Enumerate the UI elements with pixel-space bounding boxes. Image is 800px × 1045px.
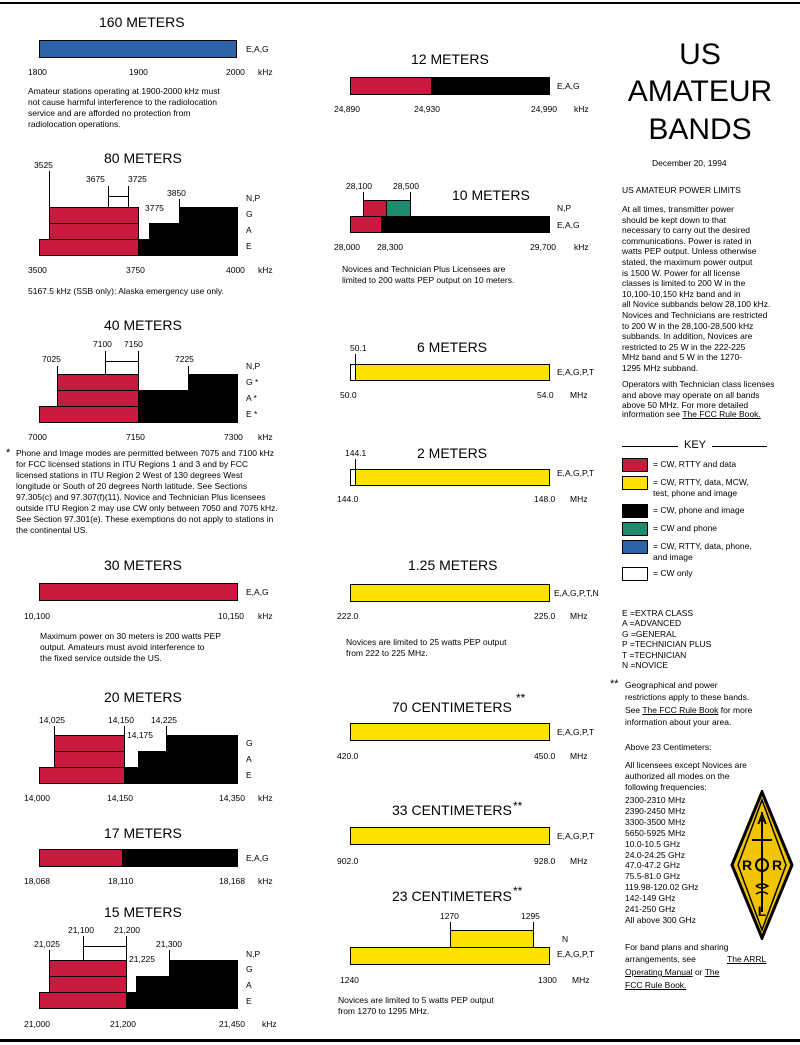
unit-label: MHz	[570, 494, 588, 504]
tick-label: 54.0	[537, 390, 554, 400]
tick-label: 50.0	[340, 390, 357, 400]
band-title-23cm: 23 CENTIMETERS	[392, 888, 512, 904]
note-40m-6: outside ITU Region 2 may use CW only between 7050 and 7075 kHz.	[16, 503, 278, 513]
tick-label: 1270	[440, 911, 459, 921]
unit-label: MHz	[570, 611, 588, 621]
class-legend: A =ADVANCED	[622, 618, 682, 629]
tick-line	[49, 950, 50, 960]
class-label: A	[246, 225, 252, 235]
note-40m-2: for FCC licensed stations in ITU Regions 1 and 3 and by FCC	[16, 459, 248, 469]
band-segment-black	[138, 751, 238, 768]
note-30m-2: output. Amateurs must avoid interference to	[40, 642, 205, 652]
band-segment-yellow	[355, 364, 550, 381]
tick-label: 14,000	[24, 793, 50, 803]
power-line: 1295 MHz subband.	[622, 363, 699, 373]
tick-label: 2000	[226, 67, 245, 77]
class-label: A	[246, 980, 252, 990]
tick-label: 1295	[521, 911, 540, 921]
band-title-2m: 2 METERS	[417, 445, 488, 461]
band-segment-red	[350, 216, 382, 233]
band-segment-black	[126, 992, 238, 1009]
note-125m-1: Novices are limited to 25 watts PEP output	[346, 637, 507, 647]
band-segment-yellow	[350, 723, 550, 741]
tick-label: 1240	[340, 975, 359, 985]
band-segment-black	[166, 735, 238, 752]
tick-label: 902.0	[337, 856, 359, 866]
footnote-stars: **	[516, 691, 526, 705]
band-title-12m: 12 METERS	[411, 51, 489, 67]
tick-line	[166, 726, 167, 735]
class-label: N,P	[246, 193, 261, 203]
tick-line	[533, 922, 534, 930]
plans-line2: arrangements, see	[625, 954, 696, 964]
tick-label: 14,025	[39, 715, 65, 725]
power-line: should be kept down to that	[622, 214, 726, 225]
class-label: E,A,G	[246, 44, 269, 54]
band-segment-black	[381, 216, 550, 233]
fcc-rule-book-link[interactable]: The FCC Rule Book.	[682, 409, 761, 419]
class-label: E,A,G,P,T,N	[554, 588, 599, 598]
key-label: and image	[653, 551, 693, 562]
frequency-item: 47.0-47.2 GHz	[625, 860, 681, 871]
tick-label: 10,150	[218, 611, 244, 621]
power-line: is 1500 W. Power for all license	[622, 267, 741, 278]
frequency-item: 119.98-120.02 GHz	[625, 882, 699, 893]
date-label: December 20, 1994	[652, 158, 727, 168]
bottom-rule	[0, 1039, 800, 1042]
key-swatch-yellow	[622, 476, 648, 490]
tick-line	[57, 366, 58, 374]
band-title-80m: 80 METERS	[104, 150, 182, 166]
band-segment-black	[149, 223, 238, 240]
frequency-item: 3300-3500 MHz	[625, 816, 686, 827]
the-link[interactable]: The	[704, 967, 720, 977]
note-23cm-2: from 1270 to 1295 MHz.	[338, 1006, 430, 1016]
class-label: E,A,G	[246, 853, 269, 863]
tick-label: 420.0	[337, 751, 359, 761]
band-segment-red	[57, 374, 139, 391]
tick-label: 10,100	[24, 611, 50, 621]
band-segment-red	[49, 960, 127, 977]
tick-label: 21,100	[68, 925, 94, 935]
band-segment-red	[39, 239, 139, 256]
band-segment-black	[124, 767, 238, 784]
band-segment-black	[136, 976, 238, 993]
band-segment-black	[122, 849, 238, 867]
tick-label: 18,168	[219, 876, 245, 886]
power-line: At all times, transmitter power	[622, 204, 734, 214]
band-segment-red	[39, 406, 139, 423]
power-line: 10,100-10,150 kHz band and in	[622, 288, 741, 299]
tick-label: 3525	[34, 160, 53, 170]
above23-heading: Above 23 Centimeters:	[625, 742, 712, 752]
class-label: E,A,G,P,T	[557, 727, 595, 737]
tick-line	[169, 950, 170, 960]
frequency-item: 24.0-24.25 GHz	[625, 849, 686, 860]
power-line: and above may operate on all bands	[622, 389, 760, 400]
tick-bracket	[105, 361, 139, 362]
footnote-stars: **	[610, 678, 619, 690]
band-segment-yellow	[355, 469, 550, 486]
geo-line4: information about your area.	[625, 717, 732, 727]
power-line: classes is limited to 200 W in the	[622, 278, 746, 289]
tick-label: 3775	[145, 203, 164, 213]
tick-label: 144.0	[337, 494, 359, 504]
note-30m-3: the fixed service outside the US.	[40, 653, 162, 663]
tick-label: 18,068	[24, 876, 50, 886]
power-line: above 50 MHz. For more detailed	[622, 400, 749, 410]
tick-label: 1300	[538, 975, 557, 985]
power-line: watts PEP output. Unless otherwise	[622, 246, 757, 257]
note-40m-3: licensed stations in ITU Region 2 West of 130 degrees West	[16, 470, 243, 480]
frequency-item: 2390-2450 MHz	[625, 805, 686, 816]
class-label: N,P	[246, 949, 261, 959]
unit-label: kHz	[258, 432, 273, 442]
key-label: = CW, RTTY, data, MCW,	[653, 477, 749, 487]
tick-label: 14,150	[108, 715, 134, 725]
tick-label: 28,100	[346, 181, 372, 191]
tick-bracket	[83, 946, 127, 947]
key-heading: KEY	[684, 439, 707, 451]
power-line: Operators with Technician class licenses	[622, 379, 775, 389]
note-40m-8: the continental US.	[16, 525, 88, 535]
geo-line3: See The FCC Rule Book for more	[625, 705, 753, 715]
class-label: E,A,G,P,T	[557, 468, 595, 478]
tick-label: 29,700	[530, 242, 556, 252]
tick-line	[105, 351, 106, 374]
band-segment-black	[169, 960, 238, 977]
band-segment-yellow	[450, 930, 534, 948]
band-segment-red	[350, 77, 432, 95]
key-label: test, phone and image	[653, 487, 738, 498]
tick-label: 21,300	[156, 939, 182, 949]
tick-label: 7300	[224, 432, 243, 442]
tick-label: 14,350	[219, 793, 245, 803]
page-title-line1: US	[679, 38, 721, 71]
key-label: = CW, phone and image	[653, 505, 745, 515]
power-line: communications. Power is rated in	[622, 235, 752, 246]
tick-label: 7150	[124, 339, 143, 349]
unit-label: kHz	[258, 876, 273, 886]
frequency-item: 10.0-10.5 GHz	[625, 838, 681, 849]
band-segment-black	[138, 390, 238, 407]
tick-line	[124, 726, 125, 735]
above23-line: All licensees except Novices are	[625, 760, 747, 770]
power-heading: US AMATEUR POWER LIMITS	[622, 185, 741, 195]
frequency-item: 142-149 GHz	[625, 893, 676, 904]
tick-label: 28,000	[334, 242, 360, 252]
tick-label: 21,200	[110, 1019, 136, 1029]
band-title-33cm: 33 CENTIMETERS	[392, 802, 512, 818]
plans-line3: Operating Manual or The	[625, 967, 720, 977]
note-23cm-1: Novices are limited to 5 watts PEP output	[338, 995, 494, 1005]
tick-label: 7225	[175, 354, 194, 364]
band-title-20m: 20 METERS	[104, 689, 182, 705]
power-line: MHz band and 5 W in the 1270-	[622, 352, 743, 363]
class-legend: T =TECHNICIAN	[622, 649, 687, 660]
tick-label: 7100	[93, 339, 112, 349]
frequency-item: All above 300 GHz	[625, 914, 696, 925]
above23-line: authorized all modes on the	[625, 771, 730, 781]
note-160m-2: not cause harmful interference to the radiolocation	[28, 97, 218, 107]
note-40m-1: Phone and Image modes are permitted between 7075 and 7100 kHz	[16, 448, 275, 458]
key-swatch-blue	[622, 540, 648, 554]
tick-label: 24,930	[414, 104, 440, 114]
unit-label: MHz	[572, 975, 590, 985]
band-segment-yellow	[350, 584, 550, 602]
band-segment-black	[138, 406, 238, 423]
logo-letter-a: A	[756, 811, 768, 827]
note-160m-3: service and are afforded no protection from	[28, 108, 191, 118]
band-segment-red	[39, 992, 127, 1009]
page-title-line3: BANDS	[648, 113, 752, 146]
note-40m-4: longitude or South of 20 degrees North latitude. See Sections	[16, 481, 248, 491]
tick-line	[49, 171, 50, 207]
frequency-item: 75.5-81.0 GHz	[625, 871, 681, 882]
tick-label: 7000	[28, 432, 47, 442]
class-label: E,A,G,P,T	[557, 367, 595, 377]
tick-label: 450.0	[534, 751, 556, 761]
band-segment-red	[54, 735, 125, 752]
band-segment-black	[431, 77, 550, 95]
band-segment-black	[138, 239, 238, 256]
frequency-item: 5650-5925 MHz	[625, 827, 686, 838]
power-ref: information see The FCC Rule Book.	[622, 409, 761, 419]
class-label: E,A,G,P,T	[557, 831, 595, 841]
power-line: necessary to carry out the desired	[622, 225, 751, 236]
class-label: E,A,G	[557, 220, 580, 230]
power-line: to 200 W in the 28,100-28,500 kHz	[622, 320, 754, 331]
tick-label: 3725	[128, 174, 147, 184]
band-segment-red	[49, 223, 139, 240]
tick-label: 1900	[129, 67, 148, 77]
band-segment-red	[39, 583, 238, 601]
tick-line	[450, 922, 451, 930]
class-label: G	[246, 964, 253, 974]
band-segment-red	[57, 390, 139, 407]
power-line: all Novice subbands below 28,100 kHz.	[622, 299, 771, 310]
band-segment-yellow	[350, 827, 550, 845]
class-label: N	[562, 934, 569, 944]
key-label: = CW, RTTY and data	[653, 459, 737, 469]
band-segment-blue	[39, 40, 237, 58]
tick-line	[126, 936, 127, 960]
tick-label: 24,990	[531, 104, 557, 114]
tick-label: 222.0	[337, 611, 359, 621]
tick-label: 28,300	[377, 242, 403, 252]
note-40m-7: See Section 97.301(e). These exemptions do not apply to stations in	[16, 514, 274, 524]
class-label: G *	[246, 377, 259, 387]
class-label: E,A,G	[557, 81, 580, 91]
note-80m: 5167.5 kHz (SSB only): Alaska emergency use only.	[28, 286, 224, 296]
band-segment-red	[54, 751, 125, 768]
unit-label: kHz	[574, 104, 589, 114]
band-segment-black	[179, 207, 238, 224]
class-label: G	[246, 738, 253, 748]
class-legend: G =GENERAL	[622, 628, 677, 639]
band-title-15m: 15 METERS	[104, 904, 182, 920]
logo-letter-r1: R	[741, 857, 753, 873]
tick-label: 14,150	[107, 793, 133, 803]
class-label: G	[246, 209, 253, 219]
unit-label: MHz	[570, 390, 588, 400]
arrl-link[interactable]: The ARRL	[727, 954, 767, 964]
class-label: A *	[246, 393, 257, 403]
note-40m-5: 97.305(c) and 97.307(f)(11). Novice and Technician Plus licensees	[16, 492, 266, 502]
unit-label: kHz	[574, 242, 589, 252]
class-legend: N =NOVICE	[622, 660, 669, 670]
tick-label: 3500	[28, 265, 47, 275]
key-label: = CW only	[653, 568, 693, 578]
tick-label: 7025	[42, 354, 61, 364]
tick-label: 21,000	[24, 1019, 50, 1029]
band-segment-red	[363, 200, 387, 217]
power-line: stated, the maximum power output	[622, 257, 753, 267]
unit-label: kHz	[258, 67, 273, 77]
band-title-125m: 1.25 METERS	[408, 557, 498, 573]
band-segment-red	[39, 849, 123, 867]
frequency-item: 241-250 GHz	[625, 904, 676, 914]
tick-label: 21,025	[34, 939, 60, 949]
tick-label: 21,200	[114, 925, 140, 935]
above23-line: following frequencies:	[625, 782, 707, 792]
footnote-stars: **	[513, 799, 523, 813]
key-swatch-black	[622, 504, 648, 518]
unit-label: MHz	[570, 751, 588, 761]
key-swatch-red	[622, 458, 648, 472]
tick-label: 928.0	[534, 856, 556, 866]
tick-label: 3675	[86, 174, 105, 184]
class-legend: P =TECHNICIAN PLUS	[622, 639, 712, 650]
page-title-line2: AMATEUR	[627, 75, 773, 108]
tick-label: 24,890	[334, 104, 360, 114]
band-segment-black	[188, 374, 238, 391]
tick-label: 3850	[167, 188, 186, 198]
unit-label: kHz	[262, 1019, 277, 1029]
band-title-40m: 40 METERS	[104, 317, 182, 333]
class-label: N,P	[246, 361, 261, 371]
tick-label: 14,225	[151, 715, 177, 725]
tick-label: 4000	[226, 265, 245, 275]
tick-label: 3750	[126, 265, 145, 275]
class-label: E,A,G	[246, 587, 269, 597]
top-rule	[0, 2, 800, 4]
logo-letter-l: L	[757, 903, 767, 919]
band-title-160m: 160 METERS	[99, 14, 185, 30]
band-title-70cm: 70 CENTIMETERS	[392, 699, 512, 715]
key-swatch-green	[622, 522, 648, 536]
tick-label: 18,110	[108, 876, 134, 886]
note-30m-1: Maximum power on 30 meters is 200 watts PEP	[40, 631, 221, 641]
tick-label: 148.0	[534, 494, 556, 504]
logo-letter-r2: R	[771, 857, 783, 873]
tick-bracket	[108, 196, 129, 197]
band-title-6m: 6 METERS	[417, 339, 488, 355]
class-legend: E =EXTRA CLASS	[622, 608, 694, 618]
note-160m-1: Amateur stations operating at 1900-2000 kHz must	[28, 86, 220, 96]
note-10m-2: limited to 200 watts PEP output on 10 meters.	[342, 275, 515, 285]
tick-line	[188, 366, 189, 374]
key-label: = CW and phone	[653, 523, 718, 533]
tick-label: 28,500	[393, 181, 419, 191]
class-label: E	[246, 996, 252, 1006]
tick-label: 7150	[126, 432, 145, 442]
band-segment-red	[49, 207, 139, 224]
band-segment-green	[386, 200, 411, 217]
power-line: restricted to 25 W in the 222-225	[622, 341, 746, 352]
plans-line1: For band plans and sharing	[625, 942, 729, 952]
tick-label: 1800	[28, 67, 47, 77]
footnote-star: *	[6, 447, 11, 459]
unit-label: kHz	[258, 265, 273, 275]
band-title-30m: 30 METERS	[104, 557, 182, 573]
tick-line	[54, 726, 55, 735]
tick-line	[355, 459, 356, 469]
frequency-item: 2300-2310 MHz	[625, 795, 686, 805]
key-rule-left	[622, 446, 678, 447]
class-label: E	[246, 770, 252, 780]
unit-label: kHz	[258, 793, 273, 803]
class-label: E	[246, 241, 252, 251]
tick-label: 144.1	[345, 448, 367, 458]
class-label: E *	[246, 409, 258, 419]
power-line: Novices and Technicians are restricted	[622, 310, 768, 320]
fcc-rule-book-link[interactable]: FCC Rule Book.	[625, 980, 687, 990]
key-label: = CW, RTTY, data, phone,	[653, 541, 752, 551]
tick-label: 14,175	[127, 730, 153, 740]
footnote-stars: **	[513, 884, 523, 898]
tick-label: 21,450	[219, 1019, 245, 1029]
class-label: A	[246, 754, 252, 764]
fcc-rule-book-link[interactable]: The FCC Rule Book	[642, 705, 719, 715]
tick-line	[179, 199, 180, 207]
geo-line2: restrictions apply to these bands.	[625, 692, 750, 702]
tick-line	[138, 351, 139, 374]
unit-label: kHz	[258, 611, 273, 621]
band-title-17m: 17 METERS	[104, 825, 182, 841]
band-title-10m: 10 METERS	[452, 187, 530, 203]
band-segment-yellow	[350, 947, 550, 965]
tick-label: 225.0	[534, 611, 556, 621]
tick-label: 50.1	[350, 343, 367, 353]
tick-label: 21,225	[129, 954, 155, 964]
geo-line1: Geographical and power	[625, 680, 718, 690]
arrl-logo	[730, 790, 794, 940]
key-rule-right	[712, 446, 767, 447]
band-segment-red	[49, 976, 127, 993]
note-10m-1: Novices and Technician Plus Licensees are	[342, 264, 506, 274]
band-segment-red	[39, 767, 125, 784]
tick-line	[83, 936, 84, 960]
operating-manual-link[interactable]: Operating Manual	[625, 967, 693, 977]
power-line: subbands. In addition, Novices are	[622, 331, 753, 342]
note-160m-4: radiolocation operations.	[28, 119, 121, 129]
class-label: E,A,G,P,T	[557, 949, 595, 959]
note-125m-2: from 222 to 225 MHz.	[346, 648, 428, 658]
tick-line	[355, 354, 356, 364]
unit-label: MHz	[570, 856, 588, 866]
class-label: N,P	[557, 203, 572, 213]
key-swatch-white	[622, 567, 648, 581]
